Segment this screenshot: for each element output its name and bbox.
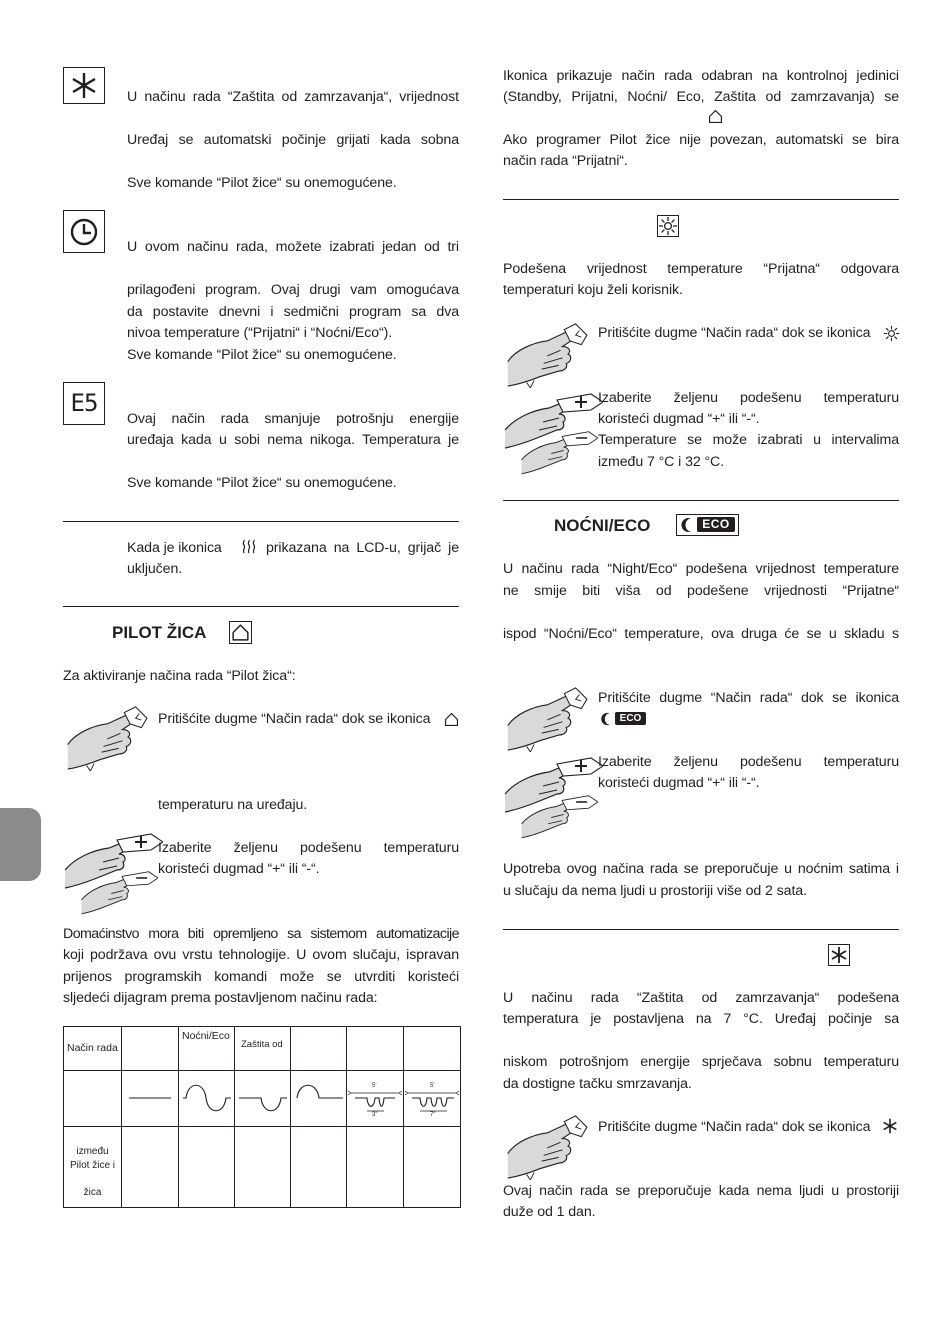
right-top-2: (Standby, Prijatni, Noćni/ Eco, Zaštita od zamrzavanja) se [503, 89, 899, 105]
signal-negative-half [235, 1071, 291, 1127]
heating-waves-icon [241, 539, 257, 555]
sun-icon [883, 325, 900, 342]
right-top-3: Ako programer Pilot žice nije povezan, automatski se bira [503, 132, 899, 148]
hand-minus-icon [520, 422, 598, 482]
right-top-1: Ikonica prikazuje način rada odabran na kontrolnoj jedinici [503, 68, 899, 84]
table-header-cell [122, 1027, 179, 1071]
pulse-label-top: 5' [372, 1083, 377, 1089]
antifreeze-mode-icon [63, 67, 105, 104]
pilot-step2-line2: koristeći dugmad “+“ ili “-“. [158, 861, 320, 877]
night-eco-inline-icon [600, 712, 647, 726]
signal-pulse-3s [347, 1071, 404, 1127]
table-cell [404, 1127, 461, 1208]
pilot-para-2: koji podržava ovu vrstu tehnologije. U ovom slučaju, ispravan [63, 947, 459, 963]
program-line-1: U ovom načinu rada, možete izabrati jedan od tri [127, 239, 459, 255]
night-title: NOĆNI/ECO [554, 516, 651, 535]
snowflake-icon [881, 1117, 899, 1135]
table-cell [235, 1127, 291, 1208]
table-header-cell [291, 1027, 347, 1071]
moon-icon [680, 517, 696, 533]
night-step2-1: Izaberite željenu podešenu temperaturu [598, 754, 899, 770]
comfort-para-2: temperaturi koju želi korisnik. [503, 282, 683, 298]
comfort-step2-1: Izaberite željenu podešenu temperaturu [598, 390, 899, 406]
hand-minus-icon [80, 862, 158, 922]
page-side-tab [0, 808, 41, 881]
divider [63, 606, 459, 607]
night-para-3: ispod “Noćni/Eco“ temperature, ova druga će se u skladu s [503, 626, 899, 642]
table-cell [179, 1127, 235, 1208]
divider [503, 929, 899, 930]
night-step1: Pritišćite dugme “Način rada“ dok se ikonica [598, 690, 899, 706]
pilot-step1: Pritišćite dugme “Način rada“ dok se ikonica [158, 711, 431, 727]
economy-para-1: Ovaj način rada smanjuje potrošnju energije [127, 411, 459, 427]
table-header-mode: Način rada [64, 1027, 122, 1071]
pulse-label-bottom: 3" [372, 1112, 378, 1118]
program-para-last: Sve komande “Pilot žice“ su onemogućene. [127, 347, 397, 363]
night-para2-2: u slučaju da nema ljudi u prostoriji više od 2 sata. [503, 883, 807, 899]
frost-para-2: temperatura je postavljena na 7 °C. Uređaj počinje sa [503, 1011, 899, 1027]
eco-badge: ECO [615, 712, 646, 725]
night-para-2: ne smije biti viša od podešene vrijednosti “Prijatne“ [503, 583, 899, 599]
signal-pulse-7s [404, 1071, 461, 1127]
table-header-cell [347, 1027, 404, 1071]
night-eco-icon-box [676, 514, 739, 536]
heater-post: prikazana na LCD-u, grijač je [266, 540, 459, 556]
frost-para-1: U načinu rada “Zaštita od zamrzavanja“ podešena [503, 990, 899, 1006]
divider [503, 199, 899, 200]
house-icon [443, 711, 460, 728]
divider [503, 500, 899, 501]
table-cell [291, 1127, 347, 1208]
pilot-signal-table [63, 1026, 461, 1208]
pilot-title: PILOT ŽICA [112, 623, 207, 642]
pilot-para-4: sljedeći dijagram prema postavljenom načinu rada: [63, 990, 378, 1006]
eco-badge: ECO [697, 517, 735, 532]
hand-press-icon [503, 686, 603, 752]
snowflake-icon [829, 945, 849, 965]
pulse-label-bottom: 7" [430, 1112, 436, 1118]
program-para-1: prilagođeni program. Ovaj drugi vam omogućava [127, 282, 459, 298]
frost-icon-box [828, 944, 850, 966]
frost-para2-2: duže od 1 dan. [503, 1204, 596, 1220]
night-para-1: U načinu rada “Night/Eco“ podešena vrijednost temperature [503, 561, 899, 577]
house-icon [230, 622, 251, 643]
economy-para-last: Sve komande “Pilot žice“ su onemogućene. [127, 475, 397, 491]
clock-icon [64, 211, 104, 252]
comfort-para-1: Podešena vrijednost temperature “Prijatna“ odgovara [503, 261, 899, 277]
program-para-2: da postavite dnevni i sedmični program sa dva [127, 304, 459, 320]
program-mode-icon [63, 210, 105, 253]
frost-step1: Pritišćite dugme “Način rada“ dok se ikonica [598, 1119, 871, 1135]
table-header-cell [404, 1027, 461, 1071]
night-step2-2: koristeći dugmad “+“ ili “-“. [598, 775, 760, 791]
house-icon-box [229, 621, 252, 644]
house-icon [707, 108, 724, 125]
right-top-4: način rada “Prijatni“. [503, 153, 628, 169]
hand-press-icon [63, 705, 163, 771]
moon-icon [600, 712, 614, 726]
comfort-step2-2: koristeći dugmad “+“ ili “-“. [598, 411, 760, 427]
sun-icon-box [657, 215, 679, 237]
hand-press-icon [503, 322, 603, 388]
frost-para2-1: Ovaj način rada se preporučuje kada nema ljudi u prostoriji [503, 1183, 899, 1199]
program-para-3: nivoa temperature (“Prijatni“ i “Noćni/Eco“). [127, 325, 393, 341]
table-row-label: između Pilot žice i žica [64, 1127, 122, 1208]
hand-press-icon [503, 1114, 603, 1180]
comfort-step2-4: između 7 °C i 32 °C. [598, 454, 725, 470]
heater-line-2: uključen. [127, 561, 183, 577]
comfort-step2-3: Temperature se može izabrati u intervalima [598, 432, 899, 448]
heater-pre: Kada je ikonica [127, 540, 222, 556]
antifreeze-line-2: Uređaj se automatski počinje grijati kada sobna [127, 132, 459, 148]
frost-para-4: da dostigne tačku smrzavanja. [503, 1076, 692, 1092]
pilot-para-1: Domaćinstvo mora biti opremljeno sa sistemom automatizacije [63, 926, 459, 942]
table-cell [347, 1127, 404, 1208]
signal-positive-half [291, 1071, 347, 1127]
snowflake-icon [64, 68, 104, 103]
comfort-step1: Pritišćite dugme “Način rada“ dok se ikonica [598, 325, 871, 341]
hand-minus-icon [520, 786, 598, 846]
table-cell [64, 1071, 122, 1127]
divider [63, 521, 459, 522]
table-header-night: Noćni/Eco [179, 1027, 235, 1071]
pilot-para-3: prijenos programskih komandi može se utvrditi koristeći [63, 969, 459, 985]
antifreeze-line-3: Sve komande “Pilot žice“ su onemogućene. [127, 175, 397, 191]
pilot-intro: Za aktiviranje načina rada “Pilot žica“: [63, 668, 296, 684]
economy-mode-icon [63, 382, 105, 425]
economy-para-2: uređaja kada u sobi nema nikoga. Temperatura je [127, 432, 459, 448]
pulse-label-top: 5' [430, 1083, 435, 1089]
signal-flat [122, 1071, 179, 1127]
table-cell [122, 1127, 179, 1208]
pilot-step2-line1: Izaberite željenu podešenu temperaturu [158, 840, 459, 856]
night-para2-1: Upotreba ovog načina rada se preporučuje u noćnim satima i [503, 861, 899, 877]
pilot-step1b: temperaturu na uređaju. [158, 797, 308, 813]
e5-display: E5 [70, 389, 98, 417]
antifreeze-line-1: U načinu rada “Zaštita od zamrzavanja“, vrijednost [127, 89, 459, 105]
signal-full-wave [179, 1071, 235, 1127]
table-header-frost: Zaštita od [235, 1027, 291, 1071]
frost-para-3: niskom potrošnjom energije sprječava sobnu temperaturu [503, 1054, 899, 1070]
sun-icon [658, 216, 678, 236]
